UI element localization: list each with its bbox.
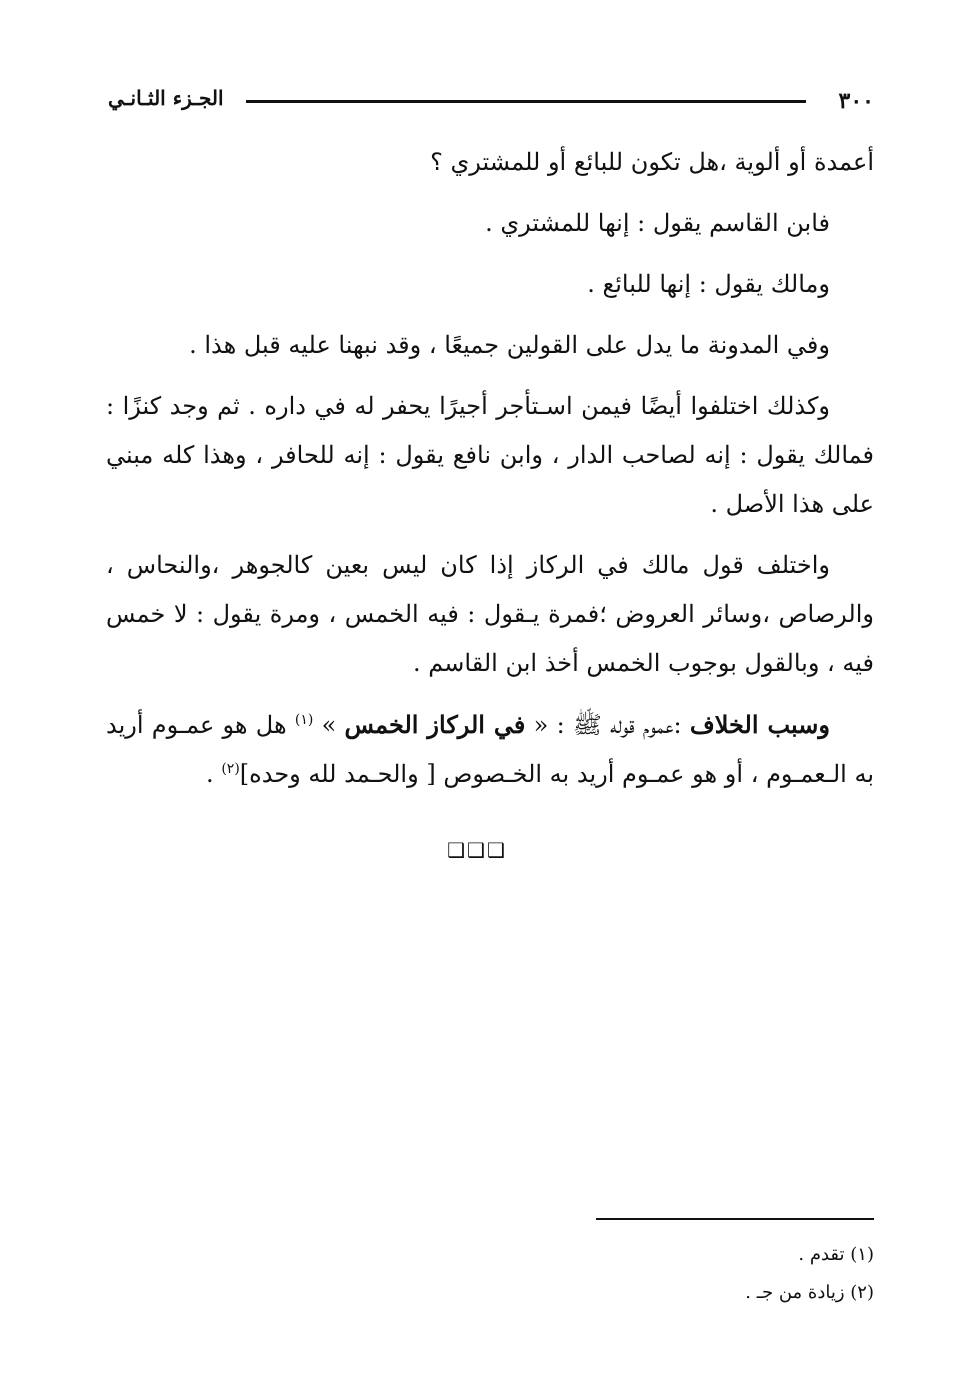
paragraph: أعمدة أو ألوية ،هل تكون للبائع أو للمشتري ؟ bbox=[430, 148, 874, 176]
paragraph: ومالك يقول : إنها للبائع . bbox=[587, 270, 830, 298]
main-text bbox=[106, 138, 874, 811]
footnotes bbox=[474, 1236, 874, 1312]
paragraph: فابن القاسم يقول : إنها للمشتري . bbox=[485, 209, 830, 237]
footnote-ref: (١) bbox=[294, 712, 314, 728]
footnote: (٢) زيادة من جـ . bbox=[745, 1282, 874, 1303]
text-segment: » bbox=[313, 711, 345, 739]
text-segment: :عموم قوله ﷺ : « bbox=[525, 711, 690, 739]
page-header bbox=[108, 82, 874, 122]
text-segment: . bbox=[206, 760, 222, 788]
paragraph: واختلف قول مالك في الركاز إذا كان ليس بعين كالجوهر ،والنحاس ، والرصاص ،وسائر العروض ؛فمرة يـقول : فيه الخمس ، ومرة يقول : لا خمس فيه ، وبالقول بوجوب الخمس أخذ ابن القاسم . bbox=[106, 551, 874, 677]
hadith-quote: في الركاز الخمس bbox=[344, 710, 526, 739]
bold-lead: وسبب الخلاف bbox=[689, 710, 830, 739]
text-segment: هل هو عمـوم أريد به الـعمـوم ، أو هو عمـوم أريد به الخـصوص [ والحـمد لله وحده] bbox=[106, 711, 874, 788]
section-end-ornament: ❑❑❑ bbox=[447, 838, 507, 862]
paragraph-reason-of-dispute bbox=[106, 700, 874, 799]
running-title: الجـزء الثـانـي bbox=[108, 86, 224, 110]
paragraph: وكذلك اختلفوا أيضًا فيمن اسـتأجر أجيرًا يحفر له في داره . ثم وجد كنزًا : فمالك يقول : إنه لصاحب الدار ، وابن نافع يقول : إنه للحافر ، وهذا كله مبني على هذا الأصل . bbox=[106, 392, 874, 518]
footnote-separator bbox=[596, 1218, 874, 1220]
paragraph: وفي المدونة ما يدل على القولين جميعًا ، وقد نبهنا عليه قبل هذا . bbox=[189, 331, 830, 359]
header-rule bbox=[246, 100, 806, 103]
footnote-ref: (٢) bbox=[221, 761, 240, 777]
footnote: (١) تقدم . bbox=[798, 1244, 874, 1265]
page-number: ٣٠٠ bbox=[838, 88, 874, 114]
